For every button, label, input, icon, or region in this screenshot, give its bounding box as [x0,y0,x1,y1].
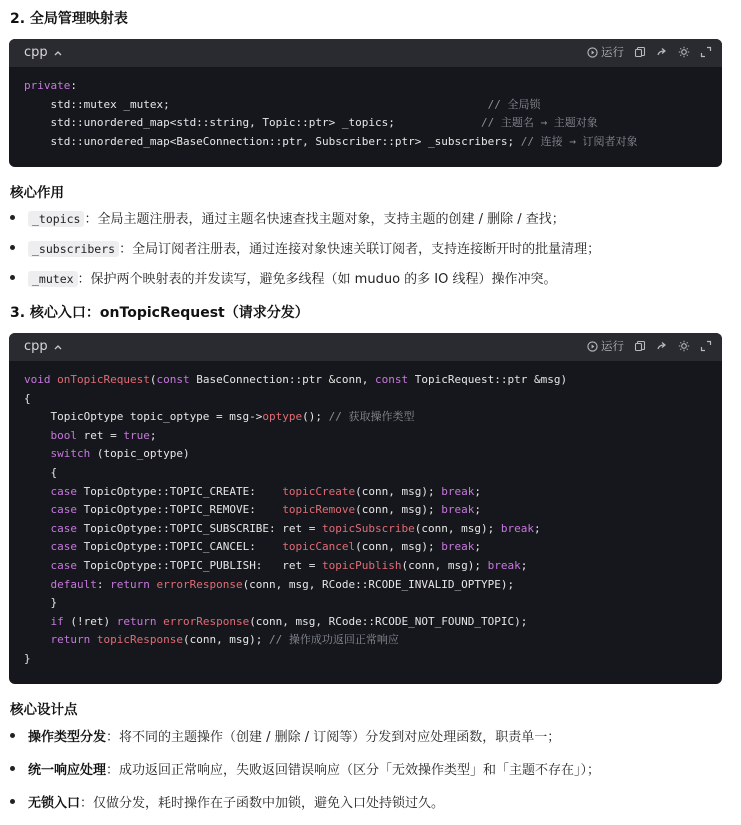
code-token: break [500,521,534,535]
list-item-text: ：全局主题注册表，通过主题名快速查找主题对象，支持主题的创建 / 删除 / 查找； [84,212,565,227]
code-token: return [116,614,164,628]
code-token: // 操作成功返回正常响应 [269,633,399,647]
sub-heading-design-points: 核心设计点 [10,702,78,718]
code-token: topicResponse [96,633,183,647]
code-token: std::mutex _mutex; [24,97,488,111]
code-token: (); [302,410,329,424]
list-item-bold: 操作类型分发 [28,730,107,745]
list-item [0,208,735,238]
code-block-on-topic-request [9,333,722,684]
code-header [9,333,722,361]
code-token: : [70,79,77,92]
code-token: switch [50,447,97,461]
code-line [24,133,707,152]
list-item [0,726,735,759]
code-token [24,578,51,591]
code-token: case [50,540,84,554]
code-token: case [50,558,84,572]
code-token: BaseConnection::ptr &conn, [196,373,376,386]
expand-icon[interactable] [700,46,712,58]
code-token: TopicOptype topic_optype = msg-> [24,410,263,424]
code-token: TopicRequest::ptr &msg) [414,373,568,386]
code-content [9,361,722,669]
code-line [24,114,707,133]
code-toolbar [587,338,712,354]
code-token: case [50,521,84,535]
code-line [24,408,707,427]
code-token: const [375,373,415,386]
core-role-list [0,208,735,298]
inline-code: _mutex [28,271,78,287]
code-header [9,39,722,67]
code-token: ( [149,373,157,386]
list-item-bold: 统一响应处理 [28,763,107,778]
code-token: errorResponse [163,614,250,628]
code-token: // 主题名 → 主题对象 [480,116,598,130]
code-line [24,557,707,576]
code-token: } [24,651,31,665]
code-token: break [441,540,475,554]
code-token: { [24,465,58,479]
inline-code: _subscribers [28,241,119,257]
list-item-text: ：成功返回正常响应，失败返回错误响应（区分「无效操作类型」和「主题不存在」）； [106,763,601,778]
bullet-dot [10,245,15,250]
code-block-maps [9,39,722,167]
code-token: ; [520,558,528,572]
list-item [0,238,735,268]
code-token: ; [533,521,541,535]
play-icon [587,47,598,58]
code-toolbar [587,44,712,60]
code-line [24,445,707,464]
code-line [24,464,707,483]
code-token: (conn, msg); [355,540,442,554]
code-token: std::unordered_map<BaseConnection::ptr, Subscriber::ptr> _subscribers; [24,134,521,148]
code-token: ; [149,428,157,442]
code-token: case [50,503,84,517]
code-token: if [50,614,71,628]
code-token: TopicOptype::TOPIC_SUBSCRIBE: ret = [83,521,323,535]
code-token: (conn, msg); [355,503,442,517]
code-token: // 连接 → 订阅者对象 [520,134,638,148]
code-token: return [110,577,157,591]
code-token: onTopicRequest [57,373,150,386]
code-token: { [24,391,31,405]
code-line [24,650,707,669]
code-token: private [24,79,71,92]
code-token: (conn, msg); [355,484,442,498]
language-label: cpp [24,45,48,60]
language-toggle[interactable] [24,45,63,60]
code-token: (conn, msg, RCode::RCODE_INVALID_OPTYPE); [242,577,515,591]
code-line [24,520,707,539]
code-token: void [24,373,58,386]
bullet-dot [10,766,15,771]
code-line [24,77,707,96]
copy-icon[interactable] [634,340,646,352]
list-item-text: ：将不同的主题操作（创建 / 删除 / 订阅等）分发到对应处理函数，职责单一； [106,730,561,745]
code-token: (!ret) [70,614,117,628]
code-token [24,447,51,460]
chevron-up-icon [53,342,63,352]
code-token [24,559,51,572]
code-token: (topic_optype) [96,447,190,461]
share-icon[interactable] [656,340,668,352]
code-token: // 全局锁 [487,97,541,111]
code-token: default [50,577,97,591]
language-label: cpp [24,339,48,354]
code-token [24,429,51,442]
code-token: ; [474,484,482,498]
code-token: bool [50,428,84,442]
code-line [24,501,707,520]
code-line [24,594,707,613]
code-token: break [441,484,475,498]
section-heading-on-topic-request: 3. 核心入口：onTopicRequest（请求分发） [10,305,309,321]
theme-icon[interactable] [678,46,690,58]
list-item [0,268,735,298]
code-token: TopicOptype::TOPIC_CANCEL: [83,540,283,554]
run-label: 运行 [601,45,624,59]
list-item-bold: 无锁入口 [28,796,81,811]
code-line [24,631,707,650]
code-token: true [123,428,150,442]
run-button[interactable] [587,44,624,60]
code-token: optype [262,410,303,424]
code-token: return [50,633,97,647]
code-token: const [156,373,197,386]
play-icon [587,341,598,352]
code-token: : [96,577,111,591]
theme-icon[interactable] [678,340,690,352]
code-token: TopicOptype::TOPIC_REMOVE: [83,503,283,517]
list-item-text: ：全局订阅者注册表，通过连接对象快速关联订阅者，支持连接断开时的批量清理； [119,242,601,257]
code-token: } [24,596,58,610]
code-token: TopicOptype::TOPIC_PUBLISH: ret = [83,558,323,572]
code-line [24,483,707,502]
code-token: ret = [83,428,124,442]
run-label: 运行 [601,339,624,353]
code-token: ; [474,540,482,554]
code-token [24,485,51,498]
code-token: topicCancel [282,540,356,554]
code-line [24,427,707,446]
code-token: (conn, msg); [401,558,488,572]
code-content [9,67,722,151]
code-token: topicSubscribe [322,521,415,535]
code-token: // 获取操作类型 [328,410,415,424]
code-token: case [50,484,84,498]
inline-code: _topics [28,211,84,227]
code-token: std::unordered_map<std::string, Topic::ptr> _topics; [24,116,481,130]
code-line [24,390,707,409]
code-token [24,615,51,628]
section-heading-global-maps: 2. 全局管理映射表 [10,11,128,27]
code-token [24,503,51,516]
code-token: ; [474,503,482,517]
design-points-list [0,726,735,825]
run-button[interactable] [587,338,624,354]
code-token: topicRemove [282,503,356,517]
code-token: break [487,558,521,572]
code-token: (conn, msg, RCode::RCODE_NOT_FOUND_TOPIC); [249,614,528,628]
code-line [24,538,707,557]
code-token: topicCreate [282,484,356,498]
expand-icon[interactable] [700,340,712,352]
code-line [24,96,707,115]
code-token [24,633,51,646]
share-icon[interactable] [656,46,668,58]
bullet-dot [10,275,15,280]
language-toggle[interactable] [24,339,63,354]
sub-heading-core-role: 核心作用 [10,185,64,201]
copy-icon[interactable] [634,46,646,58]
list-item [0,759,735,792]
chevron-up-icon [53,48,63,58]
code-token [24,540,51,553]
code-line [24,371,707,390]
code-line [24,613,707,632]
code-token: (conn, msg); [414,521,501,535]
list-item-text: ：保护两个映射表的并发读写，避免多线程（如 muduo 的多 IO 线程）操作冲突。 [77,272,557,287]
code-token [24,522,51,535]
list-item [0,792,735,825]
bullet-dot [10,799,15,804]
code-token: break [441,503,475,517]
bullet-dot [10,215,15,220]
code-token: errorResponse [156,577,243,591]
code-token: topicPublish [322,558,402,572]
list-item-text: ：仅做分发，耗时操作在子函数中加锁，避免入口处持锁过久。 [80,796,445,811]
bullet-dot [10,733,15,738]
code-line [24,576,707,595]
code-token: TopicOptype::TOPIC_CREATE: [83,484,283,498]
code-token: (conn, msg); [182,633,270,647]
